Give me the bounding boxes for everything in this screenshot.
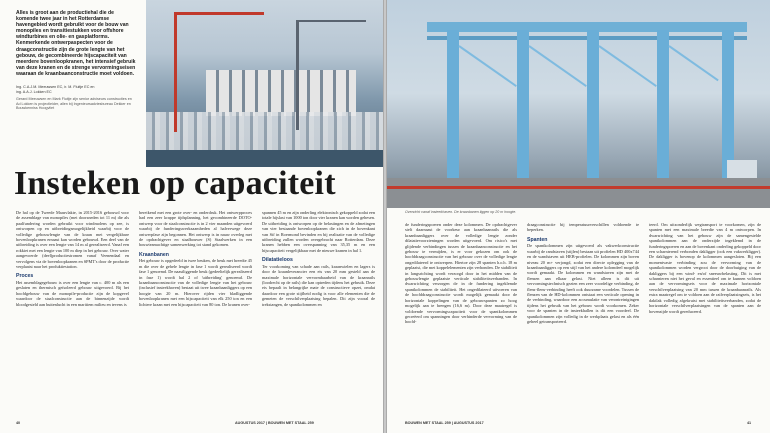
bracing	[458, 45, 516, 87]
bracing	[668, 45, 718, 81]
crane-hall-photo	[387, 0, 770, 208]
monopile-stack	[206, 70, 356, 116]
quay-ground	[387, 178, 770, 208]
paragraph: draagconstructie bij temperatuurverschillen voldoende te beperken.	[527, 222, 639, 233]
paragraph: De spantkolommen zijn uitgevoerd als vakwerkconstructie waarbij de randstaven (stijlen) bestaan uit profielen HD 400x744 en de wandstaven uit HEB-profielen. De kolommen zijn boven niveau 20 m+ verjongd, zodat een directe oplegging van de kraanbaanliggers op een stijl van het andere kolomdeel mogelijk wordt gemaakt. De kolommen en wandstaven zijn met de flensen aan elkaar gelast. Niet alleen is dit uit vervormingstechnisch gezien een zeer voordelige verbinding, de flens-flens-verbinding heeft ook duurzame voordelen. Tussen de flenzen van de HD-kolommen ontstaat een verticale opening in de verbinding, waardoor een accumulatie van verontreinigingen tijdens het gebruik van het gebouw wordt voorkomen. Zeker voor de spanten in de insteekhallen is dit een voordeel. De spantkolommen zijn volledig in de werkplaats gelast en als één geheel getransporteerd.	[527, 243, 639, 325]
paragraph: bereikend met een grote over- en onderdruk. Het ontwerpproces had een zeer krappe tijdsplanning, het gecombineerde DOTO-ontwerp voor de staalconstructie is in 2 vier maanden uitgevoerd waarbij de funderingswerkzaamheden al halverwege deze ontwerpfase zijn begonnen. Het ontwerp is in nauw overleg met de opdrachtgever en staalbouwer (S) Staalwerken in een bouwteamachtige samenwerking tot stand gekomen.	[139, 210, 252, 248]
left-page	[0, 0, 383, 433]
crane-mast	[174, 12, 177, 132]
paragraph: De hal op de Tweede Maasvlakte, in 2015-2016 gebouwd voor de assemblage van monopiles (met doorsneden tot 11 m) die als paalfundering worden gebruikt voor windmolens op zee, is ontworpen op en uitbreidingsmogelijkheid waarbij voor de volledige gebouwlengte van de kraan met vergelijkbare bovenloopkranen ernaast kan worden gebouwd. Een deel van de uitbreiding is over een lengte van 14 m al gerealiseerd. Vanaf een rokkiet met een lengte van 100 m diep in het gebouw. Over water aangevoerde (deel)productiestromen vanaf Veenendaal en vervolgens via de bovenloopkranen en SPMT's door de productie verplaatst naar het produktiestation.	[16, 210, 129, 270]
steel-column	[722, 30, 734, 180]
site-cabin	[727, 160, 757, 178]
author-credits	[16, 85, 137, 111]
intro-lead: Alles is groot aan de productiehal die de komende twee jaar in het Rotterdamse havengebied wordt gebruikt voor de bouw van monopiles en transitiestukken voor offshore windturbines en olie- en gasplatforms. Kenmerkende ontwerpaspecten voor de draagconstructie zijn de grote lengte van het gebouw, de gecombineerde hijscapaciteit van meerdere bovenloopkranen, het intensief gebruik van deze kranen en de strenge vervormingseisen waaraan de kraanbaanconstructie moet voldoen.	[16, 10, 136, 77]
column-2	[527, 222, 639, 325]
crane-boom	[174, 12, 264, 15]
crane-rail	[387, 186, 770, 189]
bracing	[528, 45, 586, 87]
paragraph: de funderingspoeren onder deze kolommen. De opdrachtgever stelt daarnaast de voorkeur aan kraanbaanrails die als kraanbaanliggers over de volledige lengte zonder dilatatievoorzieningen worden uitgevoerd. Om risico's met glijdende verbindingen tussen de kraanbaanconstructie en het gebouw te vermijden, is er voor gekozen om ook de hoofddraagconstructie van het gebouw over de volledige lengte ongedilateerd te ontwerpen. Hiertoe zijn 28 spanten h.o.h. 18 m geplaatst, die met koppelelementen zijn verbonden. De stabiliteit in langsrichting wordt verzorgd door in het midden van de gebouwlengte geplaatste verticale stabiliteitsverbanden. In dwarsrichting verzorgen de in de fundering ingeklemde spantkolommen de stabiliteit. Het ongedilateerd uitvoeren van de hoofddraagconstructie wordt mogelijk gemaakt door de horizontale koppelingen van de gebouwspanten zo hoog mogelijk aan te brengen (16,6 m). Door deze maatregel is voldoende vervormingscapaciteit voor de spantkolommen gecreëerd om spanningen door verhinderde vervorming van de hoofd-	[405, 222, 517, 325]
steel-column	[587, 30, 599, 180]
construction-photo	[146, 0, 383, 167]
right-body	[405, 222, 761, 417]
crane-boom	[296, 20, 366, 22]
author-line: ing. A.A.J. Lokken EC	[16, 89, 52, 94]
steel-column	[657, 30, 669, 180]
author-affiliation: Gerard Meeuwsen en Mark Fluitje zijn senior adviseurs constructies en Ad Lokken is projectleider, allen bij Ingenieursadviesbureau Dekker en Bouwkenniss Hoogvliet	[16, 97, 132, 111]
paragraph: Ter voorkoming van schade aan rails, kraanwielen en lagers is door de kraanleverancier een eis van 20 mm gesteld aan de maximale horizontale vervormbaarheid van de kraanrails (loodrecht op de rails) die kan optreden tijdens het gebruik. Deze eis bepaalt in belangrijke mate de constructieve opzet, omdat daardoor een grote stijfheid nodig is voor alle elementen die de gemeten de verschilverplaatsing bepalen. Dit zijn vooral de trekstangen, de spantkolommen en	[262, 263, 375, 307]
paragraph: Het gebouw is opgedeeld in twee beuken, de beuk met breedte 45 m die over de gehele lengte in fase 1 wordt gerealiseerd wordt fase 1 genoemd. De naastliggende beuk (gedeeltelijk gerealiseerd in fase 1) wordt hal 2 of 'uitbreiding' genoemd. De kraanbaanconstructie van de volledige lengte van het gebouw (inclusief insteekhaven) bestaat uit twee kraanbaanliggers op een hoogte van 20 m. Hierover rijden vier bladliggende bovenloopkranen met een hijscapaciteit van elk 250 ton en een lichtere kraan met een hijscapaciteit van 80 ton. De kranen over-	[139, 258, 252, 307]
section-heading: Dilatatieloos	[262, 257, 293, 264]
page-number: 41	[747, 421, 752, 425]
article-title: Insteken op capaciteit	[14, 165, 336, 202]
photo-caption: Overzicht vanaf insteekhaven. De kraanbanen liggen op 20 m hoogte.	[405, 210, 517, 214]
footer-label: AUGUSTUS 2017 | BOUWEN MET STAAL 259	[235, 421, 314, 425]
steel-column	[447, 30, 459, 180]
intro-block	[16, 10, 137, 111]
paragraph: spannen 45 m en zijn onderling elektronisch gekoppeld zodat een totale hijslast van 1000 ton door vier kranen kan worden gehesen. De uitbreiding is ontworpen op de belastingen en de afmetingen van vier bestaande bovenloopkranen die zich in de bovenkant van Sif in Roermond bevinden en bij realisatie van de volledige uitbreiding zullen worden overgebracht naar Rotterdam. Deze kranen hebben een overspanning van 35,35 m en een hijscapaciteit vergelijkbaar met de nieuwe kranen in hal 1.	[262, 210, 376, 253]
section-heading: Spanten	[527, 236, 548, 243]
paragraph: Het assemblagegebouw is over een lengte van c. 400 m als een geslaten en thermisch geïsoleerd gebouw uitgevoerd. Bij het hoofdgebouw van de monopile-productie zijn de kopgevel waardoor de staalconstructie aan de binnenzijde wordt bloodgesteld aan buitenlucht in een maritiem milieu en tevens is	[16, 280, 129, 307]
paragraph: teerd. Om uitzonderlijk wegtransport te voorkomen, zijn de spanten met een maximale breedte van 4 m ontworpen. In dwarsrichting van het gebouw zijn de samengestelde spantkolommen aan de onderzijde ingeklemd in de funderingspoeren en aan de bovenkant onderling gekoppeld door een scharnierend verbonden dakligger (ook een vakwerkligger). De dakligger is bovenop de kolommen aangesloten. Bij een momentvaste verbinding zou de vervorming van de spantkolommen worden vergroot door de doorbuiging van de dakliggers bij een wind- en/of sneeuwbelasting. Dit is met scharnieren niet het geval en essentieel om te kunnen voldoen aan de vervormingseis voor de maximale horizontale verschilverplaatsing van 20 mm tussen de kraanbaanrails. Als extra maatregel om te voldoen aan de railverplaatsingseis, is het daktlak volledig afgekruist met stabiliteitsverbanden, zodat de horizontale verschilverplaatsingen van de spanten aan de bovenzijde wordt gereduceerd.	[649, 222, 761, 314]
bracing	[598, 45, 656, 87]
right-page	[387, 0, 770, 433]
section-heading: Kraanbanen	[139, 251, 169, 258]
column-1	[16, 210, 129, 307]
author-line: Ing. C.A.J.M. Meeuwsen EC, ir. M. Fluitje EC en	[16, 85, 95, 90]
column-2	[139, 210, 252, 307]
footer-label: BOUWEN MET STAAL 259 | AUGUSTUS 2017	[405, 421, 484, 425]
section-heading: Proces	[16, 273, 34, 280]
column-3	[262, 210, 375, 307]
column-3	[649, 222, 761, 314]
crane-mast	[296, 20, 299, 130]
page-number: 40	[16, 421, 21, 425]
steel-column	[517, 30, 529, 180]
left-body	[16, 210, 376, 415]
column-1	[405, 222, 517, 325]
